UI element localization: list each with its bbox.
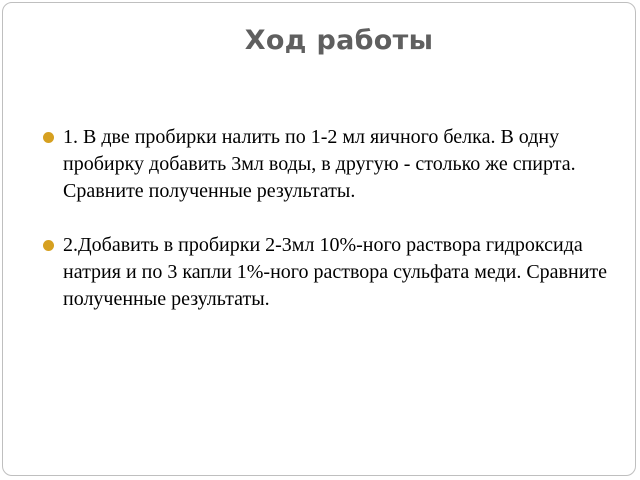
slide-title: Ход работы bbox=[244, 25, 434, 56]
bullet-marker-icon bbox=[43, 240, 54, 251]
slide-frame bbox=[2, 2, 636, 476]
bullet-list bbox=[43, 124, 618, 313]
bullet-text-2: 2.Добавить в пробирки 2-3мл 10%-ного раствора гидроксида натрия и по 3 капли 1%-ного раствора сульфата меди. Сравните полученные результаты. bbox=[63, 234, 608, 310]
bullet-text-1: 1. В две пробирки налить по 1-2 мл яичного белка. В одну пробирку добавить 3мл воды, в другую - столько же спирта. Сравните полученные результаты. bbox=[63, 126, 576, 202]
bullet-item-1 bbox=[43, 124, 618, 205]
bullet-marker-icon bbox=[43, 132, 54, 143]
bullet-item-2 bbox=[43, 232, 618, 313]
